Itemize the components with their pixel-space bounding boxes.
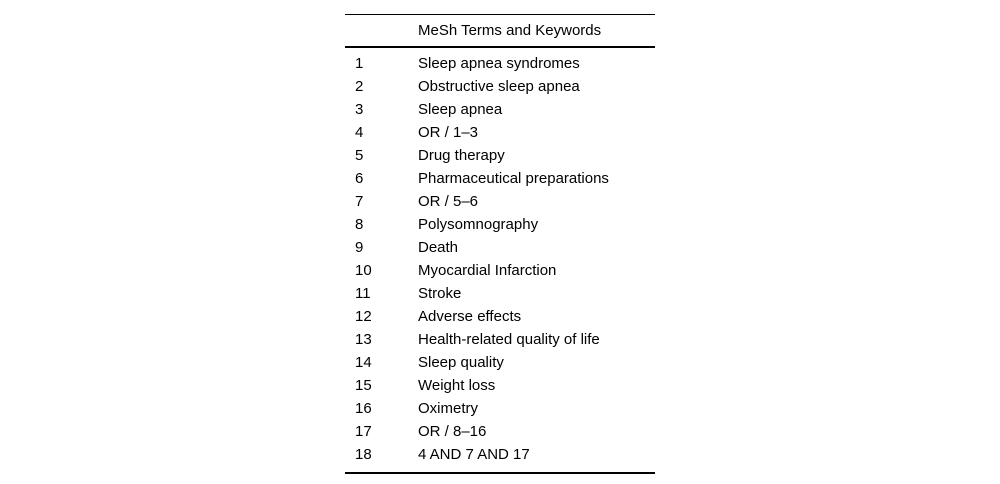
row-number: 11: [355, 285, 371, 302]
row-number: 16: [355, 400, 372, 417]
row-term: Weight loss: [418, 377, 496, 394]
row-term: OR / 1–3: [418, 124, 479, 141]
table-row: [345, 121, 655, 144]
row-number: 8: [355, 216, 364, 233]
table-row: [345, 236, 655, 259]
table-row: [345, 305, 655, 328]
table-header-row: [345, 15, 655, 48]
table-row: [345, 420, 655, 443]
row-number: 6: [355, 170, 364, 187]
row-term: Myocardial Infarction: [418, 262, 557, 279]
table-row: [345, 443, 655, 466]
row-number: 18: [355, 446, 372, 463]
row-term: Polysomnography: [418, 216, 539, 233]
table-header-label: MeSh Terms and Keywords: [418, 22, 602, 39]
row-term: 4 AND 7 AND 17: [418, 446, 530, 463]
table-row: [345, 328, 655, 351]
row-term: Oximetry: [418, 400, 478, 417]
row-number: 9: [355, 239, 364, 256]
row-number: 15: [355, 377, 372, 394]
row-number: 12: [355, 308, 372, 325]
row-term: Obstructive sleep apnea: [418, 78, 580, 95]
row-number: 14: [355, 354, 372, 371]
table-row: [345, 52, 655, 75]
row-term: Stroke: [418, 285, 462, 302]
row-term: OR / 8–16: [418, 423, 487, 440]
table-row: [345, 351, 655, 374]
table-row: [345, 167, 655, 190]
table-row: [345, 144, 655, 167]
row-term: Sleep apnea syndromes: [418, 55, 580, 72]
row-term: Sleep apnea: [418, 101, 503, 118]
row-number: 10: [355, 262, 372, 279]
row-term: Adverse effects: [418, 308, 522, 325]
row-number: 4: [355, 124, 364, 141]
row-number: 3: [355, 101, 364, 118]
row-number: 1: [355, 55, 364, 72]
row-term: Drug therapy: [418, 147, 505, 164]
table-row: [345, 282, 655, 305]
row-term: Pharmaceutical preparations: [418, 170, 609, 187]
table-row: [345, 259, 655, 282]
table-row: [345, 397, 655, 420]
table-row: [345, 75, 655, 98]
table-row: [345, 213, 655, 236]
table-row: [345, 98, 655, 121]
row-term: Death: [418, 239, 459, 256]
row-number: 7: [355, 193, 364, 210]
row-term: Health-related quality of life: [418, 331, 600, 348]
row-number: 17: [355, 423, 372, 440]
table-row: [345, 374, 655, 397]
row-number: 2: [355, 78, 364, 95]
table-row: [345, 190, 655, 213]
table-body: [345, 48, 655, 472]
row-term: OR / 5–6: [418, 193, 479, 210]
search-strategy-table: [345, 14, 655, 474]
row-number: 13: [355, 331, 372, 348]
row-number: 5: [355, 147, 364, 164]
row-term: Sleep quality: [418, 354, 504, 371]
